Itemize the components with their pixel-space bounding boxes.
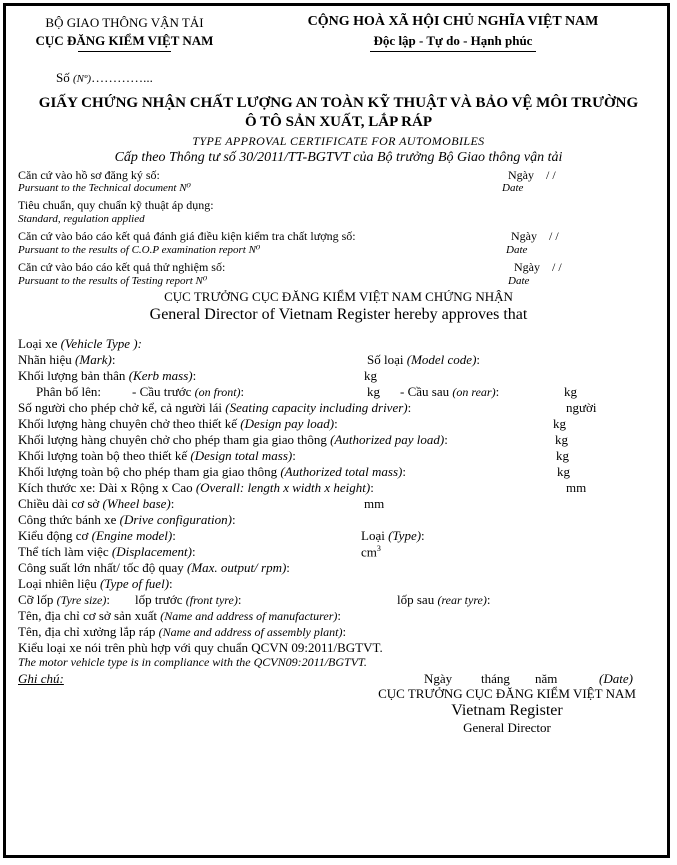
basis-testing: Căn cứ vào báo cáo kết quả thử nghiệm số: [18,260,226,274]
field-front-tyre: lốp trước (front tyre): [135,592,242,607]
field-rear-tyre: lốp sau (rear tyre): [397,592,491,607]
field-model-code: Số loại (Model code): [367,352,481,367]
field-design-payload-unit: kg [553,416,566,431]
compliance-en: The motor vehicle type is in compliance with the QCVN09:2011/BGTVT. [18,655,367,669]
footer-date-year: năm [535,671,558,686]
field-max-output: Công suất lớn nhất/ tốc độ quay (Max. output/ rpm): [18,560,290,575]
title-issued: Cấp theo Thông tư số 30/2011/TT-BGTVT của Bộ trưởng Bộ Giao thông vận tải [114,150,563,165]
field-manufacturer: Tên, địa chỉ cơ sở sản xuất (Name and address of manufacturer): [18,608,341,623]
field-assembly-plant: Tên, địa chỉ xưởng lắp ráp (Name and address of assembly plant): [18,624,347,639]
field-tyre-size: Cỡ lốp (Tyre size): [18,592,110,607]
basis-document-date-en: Date [502,182,524,194]
field-design-total-unit: kg [556,448,569,463]
footer-date-en: (Date) [599,671,633,686]
country-line2: Độc lập - Tự do - Hạnh phúc [373,33,533,48]
basis-testing-date: Ngày / / [514,260,562,274]
title-line2: Ô TÔ SẢN XUẤT, LẮP RÁP [245,114,432,130]
field-seating-unit: người [566,400,597,415]
footer-date-month: tháng [481,671,510,686]
certificate-number: Số (Nº)…………... [56,70,153,85]
agency-line1: BỘ GIAO THÔNG VẬN TẢI [45,15,204,30]
field-fuel: Loại nhiên liệu (Type of fuel): [18,576,173,591]
agency-underline [78,51,171,52]
notes-label: Ghi chú: [18,671,64,686]
field-seating: Số người cho phép chở kể, cả người lái (Seating capacity including driver): [18,400,412,415]
field-displacement-unit: $cm^3$ [361,544,381,560]
field-mark: Nhãn hiệu (Mark): [18,352,116,367]
title-line1: GIẤY CHỨNG NHẬN CHẤT LƯỢNG AN TOÀN KỸ THUẬT VÀ BẢO VỆ MÔI TRƯỜNG [38,95,639,111]
field-engine-model: Kiểu động cơ (Engine model): [18,528,176,543]
field-vehicle-type: Loại xe (Vehicle Type ): [18,336,142,351]
signer-vi: CỤC TRƯỞNG CỤC ĐĂNG KIỂM VIỆT NAM [378,686,636,701]
field-displacement: Thể tích làm việc (Displacement): [18,544,196,559]
field-authorized-payload: Khối lượng hàng chuyên chở cho phép tham gia giao thông (Authorized pay load): [18,432,448,447]
basis-standard: Tiêu chuẩn, quy chuẩn kỹ thuật áp dụng: [18,198,214,212]
basis-cop-en: Pursuant to the results of C.O.P examination report N⁰ [18,244,261,256]
field-drive-config: Công thức bánh xe (Drive configuration): [18,512,236,527]
basis-cop-date-en: Date [506,244,528,256]
field-distribution-rear-unit: kg [564,384,577,399]
country-underline [370,51,536,52]
field-design-payload: Khối lượng hàng chuyên chở theo thiết kế (Design pay load): [18,416,338,431]
footer-date-day: Ngày [424,671,453,686]
field-wheel-base: Chiều dài cơ sở (Wheel base): [18,496,175,511]
field-distribution-rear: - Cầu sau (on rear): [400,384,500,399]
signer-org: Vietnam Register [451,702,563,719]
basis-document: Căn cứ vào hồ sơ đăng ký số: [18,168,160,182]
basis-testing-en: Pursuant to the results of Testing report N⁰ [18,275,208,287]
compliance-vi: Kiểu loại xe nói trên phù hợp với quy chuẩn QCVN 09:2011/BGTVT. [18,640,383,655]
field-authorized-total-unit: kg [557,464,570,479]
basis-standard-en: Standard, regulation applied [18,213,145,225]
country-line1: CỘNG HOÀ XÃ HỘI CHỦ NGHĨA VIỆT NAM [307,14,599,29]
basis-document-date: Ngày / / [508,168,556,182]
field-engine-type: Loại (Type): [361,528,425,543]
basis-cop-date: Ngày / / [511,229,559,243]
field-wheel-base-unit: mm [364,496,385,511]
agency-line2: CỤC ĐĂNG KIỂM VIỆT NAM [35,33,214,48]
field-authorized-total: Khối lượng toàn bộ cho phép tham gia giao thông (Authorized total mass): [18,464,407,479]
field-kerb-mass-unit: kg [364,368,377,383]
field-distribution-front-unit: kg [367,384,380,399]
basis-testing-date-en: Date [508,275,530,287]
field-distribution-front: - Cầu trước (on front): [132,384,245,399]
field-dimensions: Kích thước xe: Dài x Rộng x Cao (Overall: length x width x height): [18,480,374,495]
field-dimensions-unit: mm [566,480,587,495]
approval-vi: CỤC TRƯỞNG CỤC ĐĂNG KIỂM VIỆT NAM CHỨNG NHẬN [164,289,513,304]
basis-cop: Căn cứ vào báo cáo kết quả đánh giá điều kiện kiểm tra chất lượng số: [18,229,356,243]
field-distribution-label: Phân bố lên: [36,384,101,399]
title-english: TYPE APPROVAL CERTIFICATE FOR AUTOMOBILES [192,134,485,148]
field-authorized-payload-unit: kg [555,432,568,447]
basis-document-en: Pursuant to the Technical document N⁰ [18,182,191,194]
field-kerb-mass: Khối lượng bản thân (Kerb mass): [18,368,197,383]
approval-en: General Director of Vietnam Register hereby approves that [149,306,528,323]
signer-title: General Director [463,720,551,735]
field-design-total: Khối lượng toàn bộ theo thiết kế (Design total mass): [18,448,296,463]
